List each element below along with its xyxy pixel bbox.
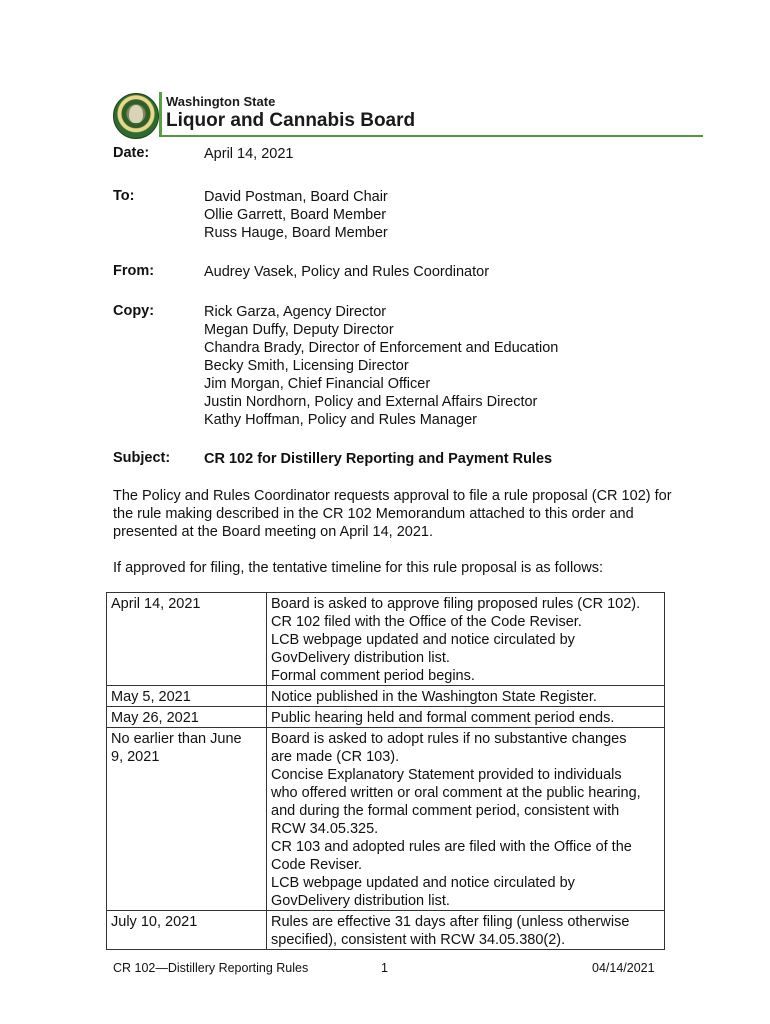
description-line: GovDelivery distribution list. bbox=[271, 650, 450, 666]
from-label: From: bbox=[113, 263, 155, 279]
timeline-intro bbox=[113, 559, 713, 577]
description-line: Notice published in the Washington State Register. bbox=[271, 689, 597, 705]
agency-logo bbox=[113, 92, 703, 138]
copy-recipient: Megan Duffy, Deputy Director bbox=[204, 322, 394, 338]
paragraph-line: The Policy and Rules Coordinator requests approval to file a rule proposal (CR 102) for bbox=[113, 488, 672, 504]
subject-value bbox=[204, 450, 552, 468]
recipient: Ollie Garrett, Board Member bbox=[204, 207, 387, 223]
date-cell bbox=[107, 728, 267, 911]
table-row bbox=[107, 911, 665, 950]
description-line: CR 103 and adopted rules are filed with the Office of the bbox=[271, 839, 632, 855]
copy-label: Copy: bbox=[113, 303, 155, 319]
description-line: LCB webpage updated and notice circulated by bbox=[271, 632, 575, 648]
description-line: specified), consistent with RCW 34.05.380(2). bbox=[271, 932, 566, 948]
description-cell bbox=[267, 686, 665, 707]
date-cell-line: 9, 2021 bbox=[111, 749, 160, 765]
org-name-line1: Washington State bbox=[166, 94, 276, 109]
date-cell bbox=[107, 686, 267, 707]
description-cell bbox=[267, 911, 665, 950]
description-line: and during the formal comment period, consistent with bbox=[271, 803, 620, 819]
description-line: are made (CR 103). bbox=[271, 749, 400, 765]
org-name-line2: Liquor and Cannabis Board bbox=[166, 110, 416, 131]
table-row bbox=[107, 593, 665, 686]
date-cell bbox=[107, 911, 267, 950]
date-cell-line: April 14, 2021 bbox=[111, 596, 201, 612]
copy-recipient: Justin Nordhorn, Policy and External Affairs Director bbox=[204, 394, 538, 410]
description-line: who offered written or oral comment at the public hearing, bbox=[271, 785, 641, 801]
subject-text: CR 102 for Distillery Reporting and Payment Rules bbox=[204, 451, 553, 467]
description-line: Code Reviser. bbox=[271, 857, 363, 873]
description-line: Board is asked to adopt rules if no substantive changes bbox=[271, 731, 627, 747]
intro-paragraph bbox=[113, 487, 713, 541]
copy-recipient: Jim Morgan, Chief Financial Officer bbox=[204, 376, 431, 392]
recipient: David Postman, Board Chair bbox=[204, 189, 388, 205]
paragraph-line: the rule making described in the CR 102 Memorandum attached to this order and bbox=[113, 506, 634, 522]
to-label: To: bbox=[113, 188, 135, 204]
description-cell bbox=[267, 707, 665, 728]
description-line: RCW 34.05.325. bbox=[271, 821, 379, 837]
description-cell bbox=[267, 593, 665, 686]
date-text: April 14, 2021 bbox=[204, 146, 294, 162]
copy-recipient: Rick Garza, Agency Director bbox=[204, 304, 387, 320]
header-rule bbox=[159, 135, 703, 137]
copy-recipients bbox=[204, 303, 558, 429]
footer-date: 04/14/2021 bbox=[592, 961, 655, 975]
description-line: LCB webpage updated and notice circulated by bbox=[271, 875, 575, 891]
paragraph-line: presented at the Board meeting on April 14, 2021. bbox=[113, 524, 434, 540]
subject-label: Subject: bbox=[113, 450, 171, 466]
description-line: Public hearing held and formal comment period ends. bbox=[271, 710, 615, 726]
footer-page-number: 1 bbox=[381, 961, 388, 975]
description-line: GovDelivery distribution list. bbox=[271, 893, 450, 909]
date-label: Date: bbox=[113, 145, 150, 161]
date-cell-line: May 26, 2021 bbox=[111, 710, 199, 726]
date-cell bbox=[107, 707, 267, 728]
date-cell-line: May 5, 2021 bbox=[111, 689, 191, 705]
state-seal-icon bbox=[113, 93, 159, 139]
description-line: Concise Explanatory Statement provided to individuals bbox=[271, 767, 622, 783]
timeline-table bbox=[106, 592, 665, 950]
paragraph-line: If approved for filing, the tentative timeline for this rule proposal is as follows: bbox=[113, 560, 604, 576]
description-line: Formal comment period begins. bbox=[271, 668, 475, 684]
description-line: CR 102 filed with the Office of the Code Reviser. bbox=[271, 614, 582, 630]
table-row bbox=[107, 707, 665, 728]
table-row bbox=[107, 728, 665, 911]
date-cell-line: July 10, 2021 bbox=[111, 914, 198, 930]
description-line: Board is asked to approve filing proposed rules (CR 102). bbox=[271, 596, 641, 612]
date-cell bbox=[107, 593, 267, 686]
footer-title: CR 102—Distillery Reporting Rules bbox=[113, 961, 309, 975]
copy-recipient: Kathy Hoffman, Policy and Rules Manager bbox=[204, 412, 477, 428]
recipient: Russ Hauge, Board Member bbox=[204, 225, 388, 241]
copy-recipient: Chandra Brady, Director of Enforcement and Education bbox=[204, 340, 559, 356]
to-recipients bbox=[204, 188, 388, 242]
logo-accent-bar bbox=[159, 92, 162, 136]
from-value bbox=[204, 263, 489, 281]
table-row bbox=[107, 686, 665, 707]
date-value bbox=[204, 145, 293, 163]
description-line: Rules are effective 31 days after filing (unless otherwise bbox=[271, 914, 630, 930]
date-cell-line: No earlier than June bbox=[111, 731, 242, 747]
description-cell bbox=[267, 728, 665, 911]
sender: Audrey Vasek, Policy and Rules Coordinator bbox=[204, 264, 490, 280]
copy-recipient: Becky Smith, Licensing Director bbox=[204, 358, 409, 374]
